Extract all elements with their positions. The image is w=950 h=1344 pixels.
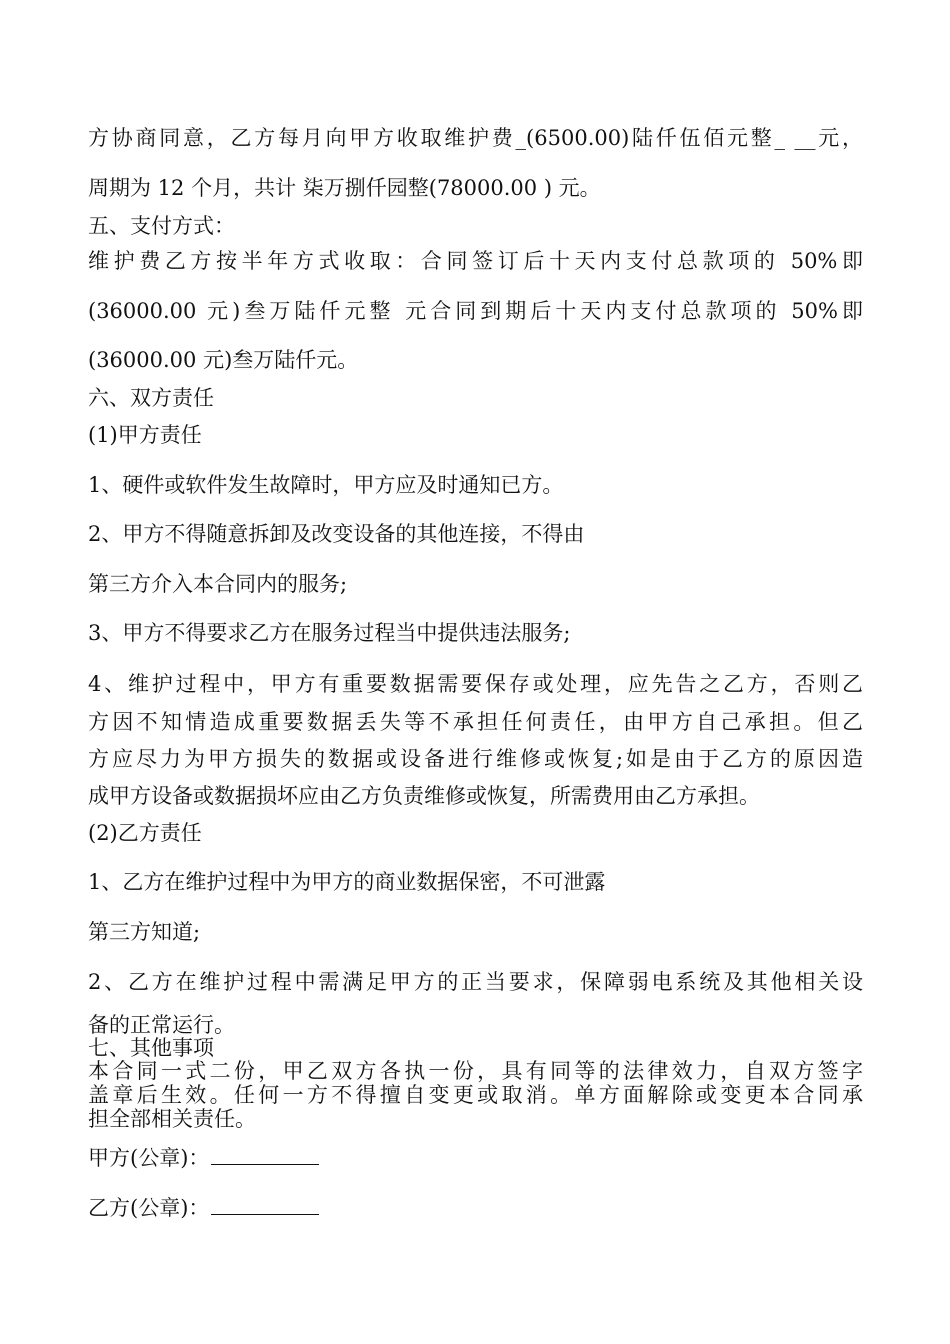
text-line: 备的正常运行。 [88, 1013, 235, 1037]
text-line: 方应尽力为甲方损失的数据或设备进行维修或恢复;如是由于乙方的原因造 [88, 747, 863, 771]
signature-label: 甲方(公章)： [88, 1146, 210, 1170]
section-heading: 七、其他事项 [88, 1036, 214, 1060]
text-line: 维护费乙方按半年方式收取：合同签订后十天内支付总款项的 50%即 [88, 249, 863, 273]
text-line: 第三方介入本合同内的服务; [88, 572, 348, 596]
text-line: 方因不知情造成重要数据丢失等不承担任何责任，由甲方自己承担。但乙 [88, 710, 863, 734]
text-line: 3、甲方不得要求乙方在服务过程当中提供违法服务; [88, 621, 571, 645]
text-line: 第三方知道; [88, 920, 201, 944]
text-line: 方协商同意，乙方每月向甲方收取维护费_(6500.00)陆仟伍佰元整_ __元， [88, 126, 863, 150]
text-line: 2、乙方在维护过程中需满足甲方的正当要求，保障弱电系统及其他相关设 [88, 970, 863, 994]
text-line: 2、甲方不得随意拆卸及改变设备的其他连接，不得由 [88, 522, 585, 546]
signature-party-b [88, 1195, 319, 1221]
text-line: 成甲方设备或数据损坏应由乙方负责维修或恢复，所需费用由乙方承担。 [88, 784, 760, 808]
text-line: 盖章后生效。任何一方不得擅自变更或取消。单方面解除或变更本合同承 [88, 1083, 863, 1107]
text-line: 本合同一式二份，甲乙双方各执一份，具有同等的法律效力，自双方签字 [88, 1059, 863, 1083]
signature-party-a [88, 1145, 319, 1171]
text-line: 周期为 12 个月，共计 柒万捌仟园整(78000.00 ) 元。 [88, 176, 601, 200]
text-line: (36000.00 元)叁万陆仟元。 [88, 348, 359, 372]
subsection-heading: (2)乙方责任 [88, 821, 202, 845]
signature-blank[interactable] [211, 1196, 319, 1215]
subsection-heading: (1)甲方责任 [88, 423, 202, 447]
text-line: 1、乙方在维护过程中为甲方的商业数据保密，不可泄露 [88, 870, 606, 894]
text-line: 1、硬件或软件发生故障时，甲方应及时通知已方。 [88, 473, 564, 497]
section-heading: 五、支付方式： [88, 214, 235, 238]
section-heading: 六、双方责任 [88, 386, 214, 410]
text-line: (36000.00 元)叁万陆仟元整 元合同到期后十天内支付总款项的 50%即 [88, 299, 863, 323]
text-line: 担全部相关责任。 [88, 1107, 256, 1131]
signature-blank[interactable] [211, 1146, 319, 1165]
signature-label: 乙方(公章)： [88, 1196, 210, 1220]
text-line: 4、维护过程中，甲方有重要数据需要保存或处理，应先告之乙方，否则乙 [88, 672, 863, 696]
